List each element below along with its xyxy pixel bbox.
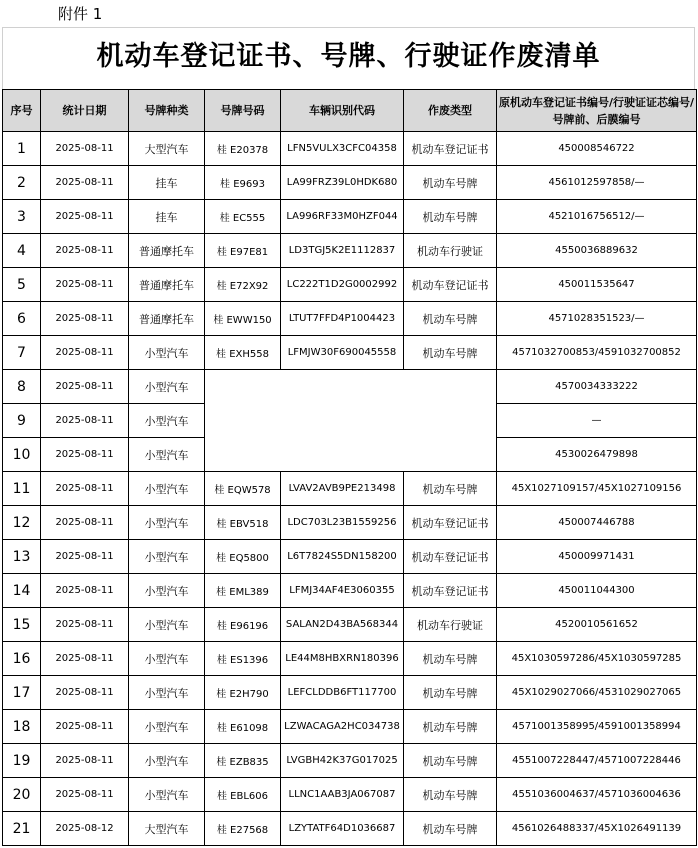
cell-seq: 15	[3, 608, 41, 642]
cell-void-type: 机动车登记证书	[404, 506, 497, 540]
void-list-table	[2, 89, 697, 846]
table-row	[3, 676, 697, 710]
cell-date: 2025-08-11	[41, 710, 129, 744]
cell-plate-type: 普通摩托车	[129, 234, 205, 268]
table-row	[3, 506, 697, 540]
cell-void-type: 机动车号牌	[404, 778, 497, 812]
cell-plate-no: 桂 E72X92	[205, 268, 281, 302]
table-row	[3, 166, 697, 200]
cell-seq: 18	[3, 710, 41, 744]
table-row	[3, 574, 697, 608]
cell-plate-no: 桂 E97E81	[205, 234, 281, 268]
cell-plate-no: 桂 EXH558	[205, 336, 281, 370]
cell-original-number: 4571001358995/4591001358994	[497, 710, 697, 744]
cell-original-number: 4561012597858/—	[497, 166, 697, 200]
cell-date: 2025-08-11	[41, 404, 129, 438]
cell-original-number: 45X1029027066/4531029027065	[497, 676, 697, 710]
cell-vin: LZWACAGA2HC034738	[281, 710, 404, 744]
cell-plate-no: 桂 EC555	[205, 200, 281, 234]
cell-date: 2025-08-11	[41, 506, 129, 540]
table-row	[3, 608, 697, 642]
cell-date: 2025-08-11	[41, 166, 129, 200]
cell-plate-type: 小型汽车	[129, 438, 205, 472]
cell-original-number: —	[497, 404, 697, 438]
cell-seq: 8	[3, 370, 41, 404]
cell-void-type: 机动车登记证书	[404, 132, 497, 166]
cell-seq: 16	[3, 642, 41, 676]
cell-void-type: 机动车号牌	[404, 200, 497, 234]
table-row	[3, 370, 697, 404]
cell-original-number: 4561026488337/45X1026491139	[497, 812, 697, 846]
cell-plate-no: 桂 EBL606	[205, 778, 281, 812]
cell-plate-type: 小型汽车	[129, 472, 205, 506]
cell-plate-no: 桂 EBV518	[205, 506, 281, 540]
table-row	[3, 472, 697, 506]
cell-plate-type: 小型汽车	[129, 540, 205, 574]
cell-void-type: 机动车号牌	[404, 302, 497, 336]
cell-date: 2025-08-11	[41, 472, 129, 506]
cell-void-type: 机动车登记证书	[404, 540, 497, 574]
cell-original-number: 4520010561652	[497, 608, 697, 642]
cell-vin: LA996RF33M0HZF044	[281, 200, 404, 234]
table-row	[3, 778, 697, 812]
cell-void-type: 机动车登记证书	[404, 574, 497, 608]
cell-original-number: 450011535647	[497, 268, 697, 302]
document-title: 机动车登记证书、号牌、行驶证作废清单	[96, 41, 601, 72]
cell-void-type: 机动车号牌	[404, 472, 497, 506]
cell-original-number: 450007446788	[497, 506, 697, 540]
cell-vin: LFMJW30F690045558	[281, 336, 404, 370]
cell-seq: 9	[3, 404, 41, 438]
table-row	[3, 132, 697, 166]
cell-vin: L6T7824S5DN158200	[281, 540, 404, 574]
cell-date: 2025-08-11	[41, 540, 129, 574]
cell-date: 2025-08-11	[41, 302, 129, 336]
cell-seq: 7	[3, 336, 41, 370]
table-row	[3, 710, 697, 744]
cell-date: 2025-08-11	[41, 132, 129, 166]
cell-original-number: 4521016756512/—	[497, 200, 697, 234]
table-row	[3, 302, 697, 336]
cell-seq: 17	[3, 676, 41, 710]
blank-area	[205, 370, 497, 472]
cell-original-number: 45X1030597286/45X1030597285	[497, 642, 697, 676]
cell-original-number: 4550036889632	[497, 234, 697, 268]
cell-plate-no: 桂 EML389	[205, 574, 281, 608]
cell-original-number: 450011044300	[497, 574, 697, 608]
cell-vin: LD3TGJ5K2E1112837	[281, 234, 404, 268]
cell-vin: LE44M8HBXRN180396	[281, 642, 404, 676]
cell-date: 2025-08-11	[41, 608, 129, 642]
cell-plate-type: 普通摩托车	[129, 302, 205, 336]
cell-date: 2025-08-11	[41, 642, 129, 676]
header-date: 统计日期	[41, 90, 129, 132]
cell-seq: 13	[3, 540, 41, 574]
cell-vin: LVAV2AVB9PE213498	[281, 472, 404, 506]
cell-void-type: 机动车号牌	[404, 642, 497, 676]
cell-plate-no: 桂 E2H790	[205, 676, 281, 710]
title-box	[2, 27, 695, 89]
cell-seq: 11	[3, 472, 41, 506]
cell-date: 2025-08-11	[41, 336, 129, 370]
cell-plate-type: 挂车	[129, 166, 205, 200]
cell-date: 2025-08-11	[41, 370, 129, 404]
cell-plate-type: 挂车	[129, 200, 205, 234]
cell-plate-no: 桂 ES1396	[205, 642, 281, 676]
cell-vin: LEFCLDDB6FT117700	[281, 676, 404, 710]
cell-plate-no: 桂 EQW578	[205, 472, 281, 506]
table-row	[3, 200, 697, 234]
header-plate-no: 号牌号码	[205, 90, 281, 132]
header-vin: 车辆识别代码	[281, 90, 404, 132]
cell-original-number: 450008546722	[497, 132, 697, 166]
cell-date: 2025-08-12	[41, 812, 129, 846]
cell-plate-type: 小型汽车	[129, 506, 205, 540]
cell-date: 2025-08-11	[41, 268, 129, 302]
cell-seq: 6	[3, 302, 41, 336]
cell-seq: 3	[3, 200, 41, 234]
cell-void-type: 机动车号牌	[404, 166, 497, 200]
cell-vin: SALAN2D43BA568344	[281, 608, 404, 642]
table-row	[3, 268, 697, 302]
cell-original-number: 4551036004637/4571036004636	[497, 778, 697, 812]
cell-plate-type: 大型汽车	[129, 812, 205, 846]
cell-plate-no: 桂 E27568	[205, 812, 281, 846]
cell-vin: LFMJ34AF4E3060355	[281, 574, 404, 608]
cell-plate-type: 小型汽车	[129, 574, 205, 608]
cell-vin: LTUT7FFD4P1004423	[281, 302, 404, 336]
cell-original-number: 4570034333222	[497, 370, 697, 404]
cell-vin: LDC703L23B1559256	[281, 506, 404, 540]
cell-seq: 12	[3, 506, 41, 540]
cell-seq: 10	[3, 438, 41, 472]
cell-void-type: 机动车行驶证	[404, 608, 497, 642]
header-plate-type: 号牌种类	[129, 90, 205, 132]
table-row	[3, 642, 697, 676]
cell-plate-type: 普通摩托车	[129, 268, 205, 302]
cell-plate-no: 桂 EQ5800	[205, 540, 281, 574]
cell-plate-no: 桂 EZB835	[205, 744, 281, 778]
table-row	[3, 540, 697, 574]
cell-vin: LC222T1D2G0002992	[281, 268, 404, 302]
cell-original-number: 4551007228447/4571007228446	[497, 744, 697, 778]
cell-plate-type: 小型汽车	[129, 608, 205, 642]
table-row	[3, 336, 697, 370]
header-void-type: 作废类型	[404, 90, 497, 132]
cell-vin: LLNC1AAB3JA067087	[281, 778, 404, 812]
cell-void-type: 机动车号牌	[404, 336, 497, 370]
cell-original-number: 450009971431	[497, 540, 697, 574]
cell-void-type: 机动车号牌	[404, 744, 497, 778]
cell-vin: LZYTATF64D1036687	[281, 812, 404, 846]
cell-plate-type: 小型汽车	[129, 336, 205, 370]
table-row	[3, 744, 697, 778]
header-seq: 序号	[3, 90, 41, 132]
cell-plate-no: 桂 E9693	[205, 166, 281, 200]
table-row	[3, 234, 697, 268]
table-row	[3, 812, 697, 846]
cell-plate-type: 小型汽车	[129, 778, 205, 812]
cell-original-number: 4571028351523/—	[497, 302, 697, 336]
cell-date: 2025-08-11	[41, 234, 129, 268]
cell-date: 2025-08-11	[41, 574, 129, 608]
cell-plate-type: 小型汽车	[129, 744, 205, 778]
cell-vin: LA99FRZ39L0HDK680	[281, 166, 404, 200]
cell-void-type: 机动车号牌	[404, 812, 497, 846]
cell-original-number: 4571032700853/4591032700852	[497, 336, 697, 370]
cell-date: 2025-08-11	[41, 744, 129, 778]
cell-date: 2025-08-11	[41, 676, 129, 710]
cell-plate-type: 小型汽车	[129, 404, 205, 438]
cell-original-number: 4530026479898	[497, 438, 697, 472]
table-header-row	[3, 90, 697, 132]
cell-plate-type: 小型汽车	[129, 370, 205, 404]
cell-seq: 4	[3, 234, 41, 268]
cell-plate-type: 小型汽车	[129, 676, 205, 710]
cell-seq: 19	[3, 744, 41, 778]
cell-original-number: 45X1027109157/45X1027109156	[497, 472, 697, 506]
cell-vin: LVGBH42K37G017025	[281, 744, 404, 778]
cell-plate-no: 桂 E96196	[205, 608, 281, 642]
cell-void-type: 机动车号牌	[404, 676, 497, 710]
cell-vin: LFN5VULX3CFC04358	[281, 132, 404, 166]
cell-seq: 2	[3, 166, 41, 200]
cell-seq: 21	[3, 812, 41, 846]
cell-seq: 1	[3, 132, 41, 166]
cell-plate-type: 大型汽车	[129, 132, 205, 166]
cell-plate-type: 小型汽车	[129, 642, 205, 676]
cell-date: 2025-08-11	[41, 778, 129, 812]
cell-plate-no: 桂 E61098	[205, 710, 281, 744]
cell-plate-type: 小型汽车	[129, 710, 205, 744]
header-original-number: 原机动车登记证书编号/行驶证证芯编号/号牌前、后膜编号	[497, 90, 697, 132]
cell-plate-no: 桂 E20378	[205, 132, 281, 166]
cell-void-type: 机动车行驶证	[404, 234, 497, 268]
cell-plate-no: 桂 EWW150	[205, 302, 281, 336]
cell-seq: 20	[3, 778, 41, 812]
cell-date: 2025-08-11	[41, 200, 129, 234]
cell-seq: 14	[3, 574, 41, 608]
attachment-label: 附件 1	[58, 5, 103, 23]
cell-void-type: 机动车号牌	[404, 710, 497, 744]
cell-void-type: 机动车登记证书	[404, 268, 497, 302]
cell-date: 2025-08-11	[41, 438, 129, 472]
cell-seq: 5	[3, 268, 41, 302]
